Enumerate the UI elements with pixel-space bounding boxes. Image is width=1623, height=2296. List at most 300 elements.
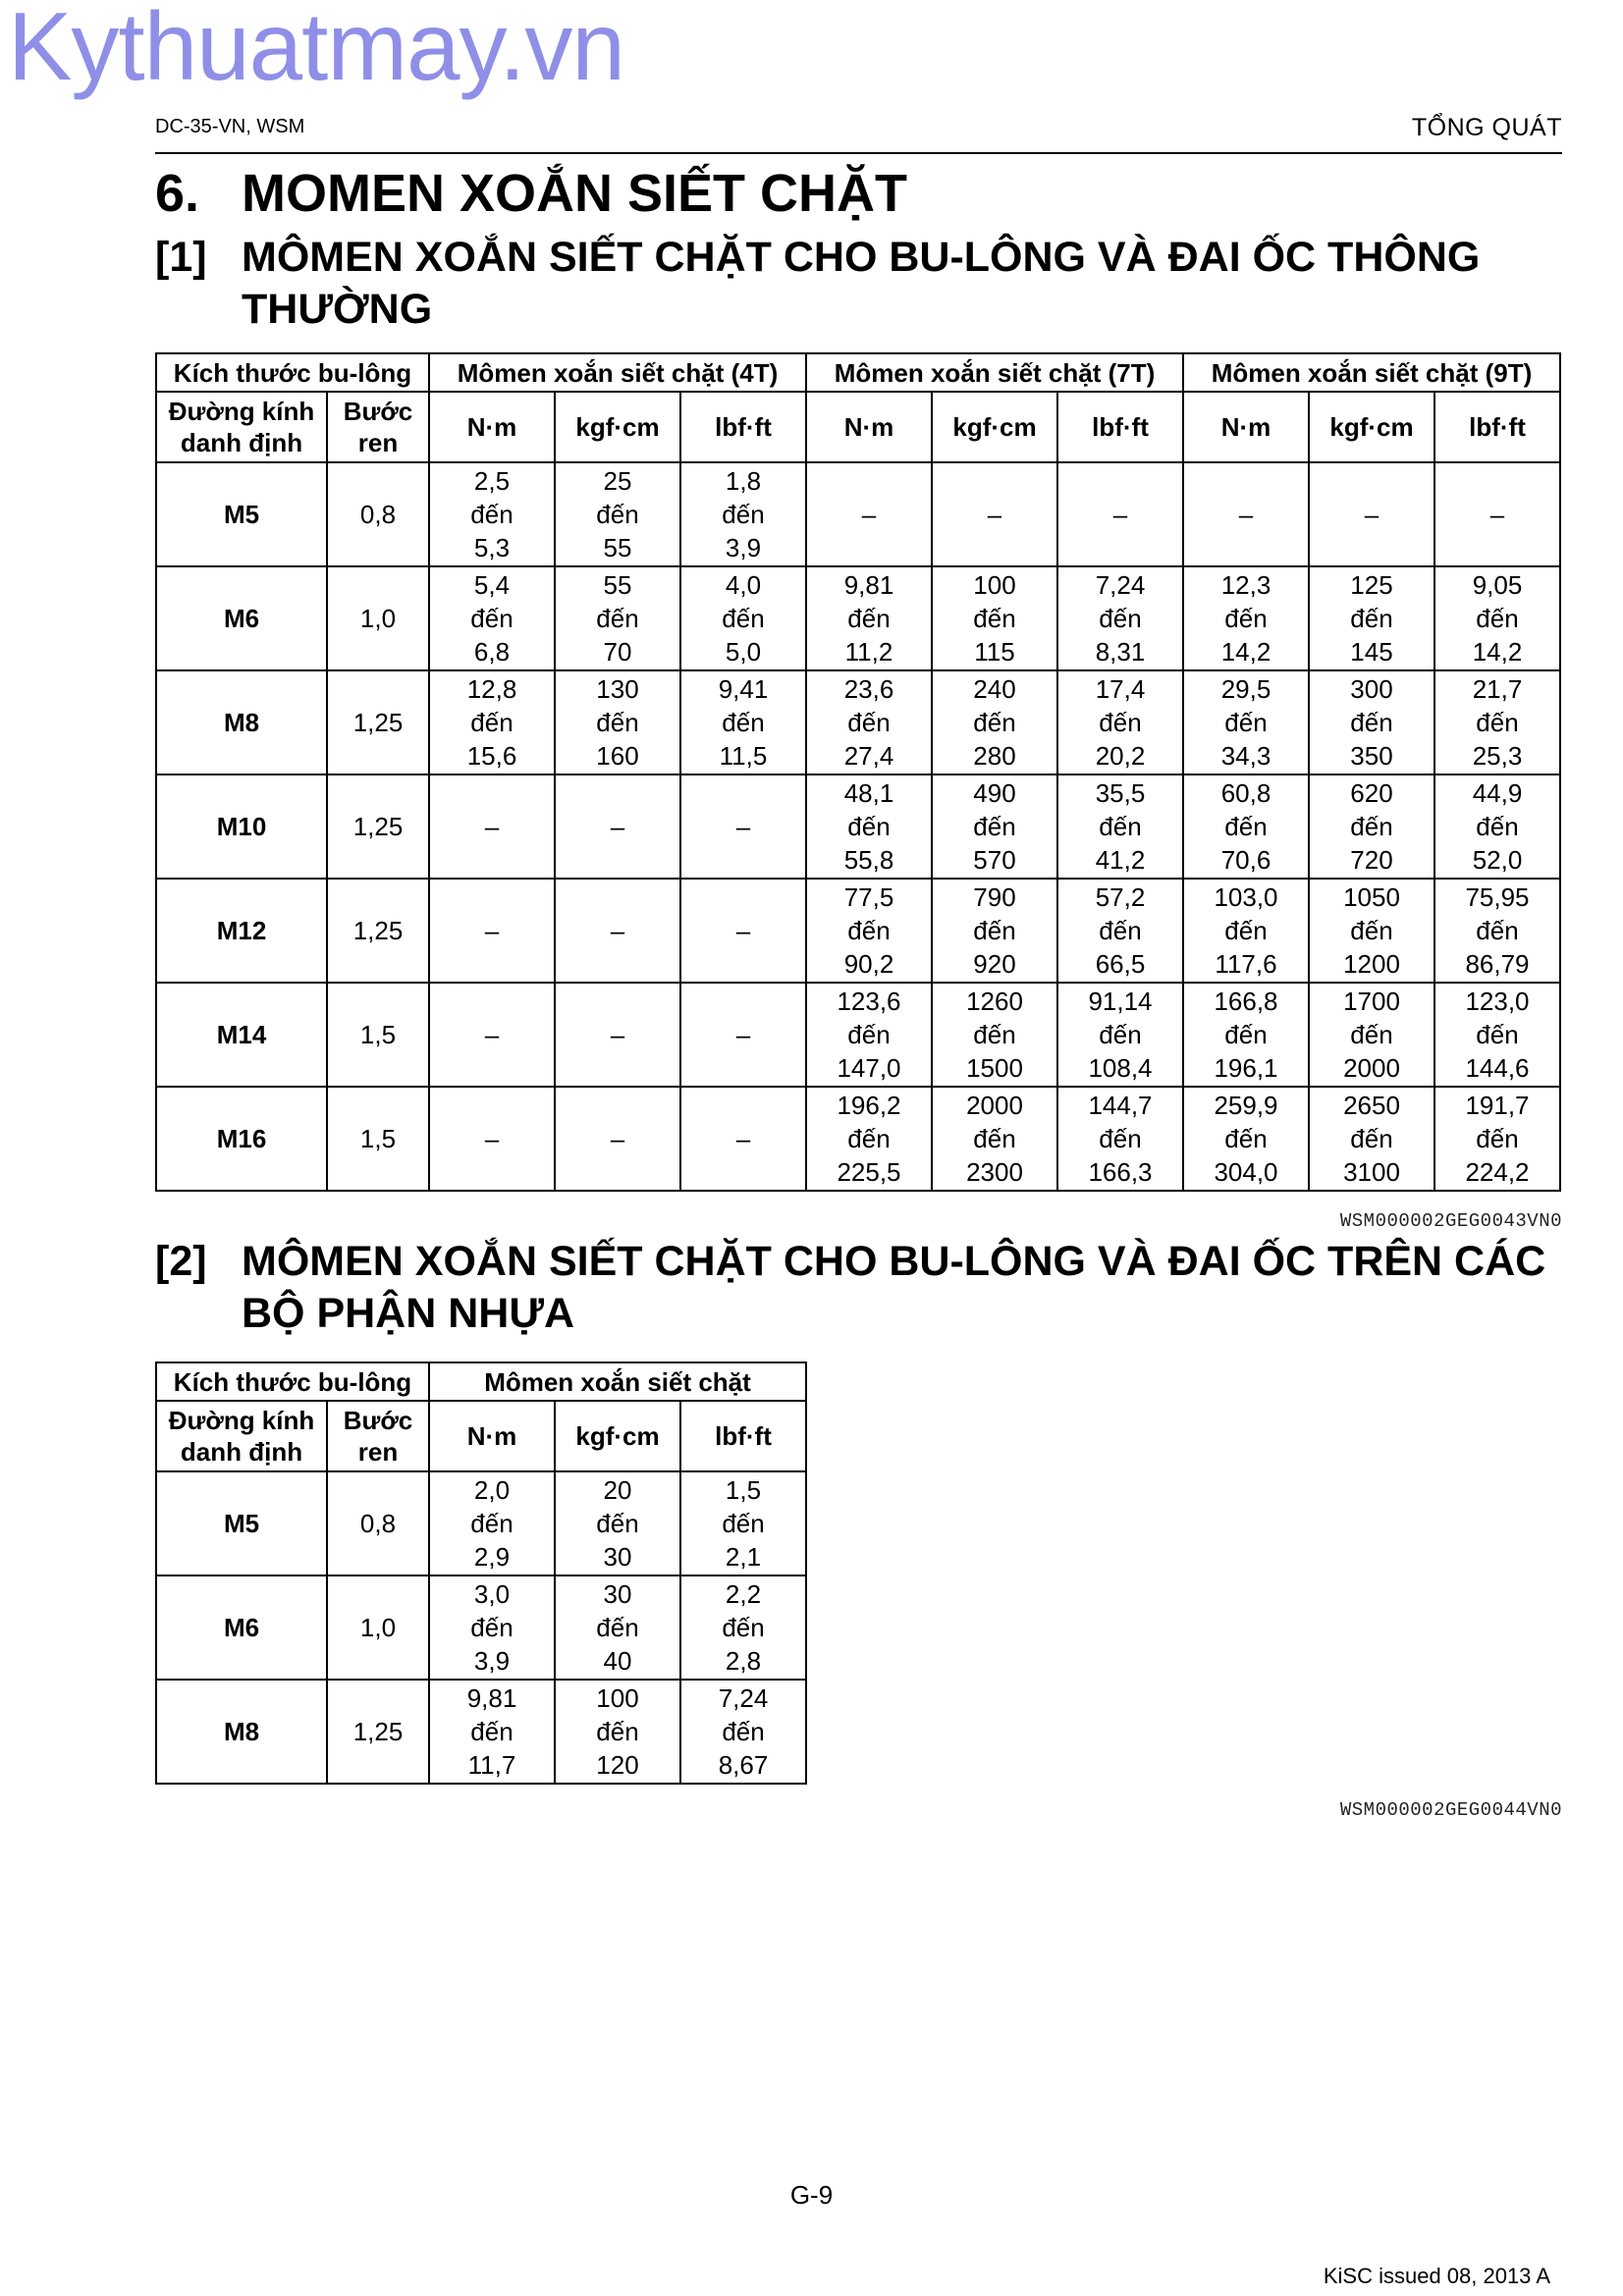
cell-line: 490 [973,778,1016,808]
cell-line: M12 [216,916,267,945]
cell-line: đến [596,708,639,737]
col-header-nm: N·m [429,1401,555,1471]
cell-line: 14,2 [1220,637,1271,667]
cell-line: 8,67 [718,1750,769,1780]
torque-value-cell [429,879,555,983]
torque-value-cell [1434,462,1560,566]
cell-line: đến [1099,708,1142,737]
cell-line: đến [973,708,1016,737]
cell-line: 304,0 [1214,1157,1278,1187]
chapter-title: MOMEN XOẮN SIẾT CHẶT [242,164,908,223]
torque-value-cell [1309,879,1434,983]
cell-line: 259,9 [1214,1091,1278,1120]
cell-line: 2,9 [473,1542,511,1572]
cell-line: đến [1476,708,1519,737]
cell-line: 0,8 [359,1509,397,1538]
bolt-size-cell [156,670,327,774]
cell-line: đến [973,604,1016,633]
cell-line: – [610,1020,625,1049]
torque-table-general [155,352,1561,1192]
cell-line: 5,0 [725,637,762,667]
col-header-diameter: Đường kính danh định [156,392,327,462]
col-header-nm-7t: N·m [806,392,932,462]
table-row [156,566,1560,670]
cell-line: 0,8 [359,500,397,529]
torque-value-cell [806,879,932,983]
thread-pitch-cell [327,1087,429,1191]
cell-line: 570 [973,845,1016,875]
cell-line: 60,8 [1220,778,1271,808]
cell-line: đến [847,708,891,737]
cell-line: 4,0 [725,570,762,600]
cell-line: 123,6 [837,987,901,1016]
cell-line: 1,25 [352,812,404,841]
cell-line: 224,2 [1465,1157,1530,1187]
cell-line: M5 [223,1509,260,1538]
torque-value-cell [429,1471,555,1575]
cell-line: 30 [603,1542,632,1572]
torque-value-cell [680,566,806,670]
cell-line: đến [596,1717,639,1746]
cell-line: M14 [216,1020,267,1049]
chapter-heading [155,163,907,224]
cell-line: đến [1099,604,1142,633]
torque-value-cell [429,566,555,670]
cell-line: 86,79 [1465,949,1530,979]
cell-line: đến [1476,1124,1519,1153]
cell-line: 1,25 [352,708,404,737]
cell-line: 350 [1350,741,1393,771]
torque-value-cell [1309,983,1434,1087]
cell-line: đến [1350,1124,1393,1153]
reference-code-2: WSM000002GEG0044VN0 [1339,1799,1562,1821]
cell-line: 144,6 [1465,1053,1530,1083]
cell-line: 41,2 [1095,845,1146,875]
cell-line: 1,0 [359,604,397,633]
cell-line: 5,4 [473,570,511,600]
bolt-size-cell [156,774,327,879]
cell-line: đến [596,1613,639,1642]
cell-line: 25,3 [1472,741,1523,771]
cell-line: – [735,812,751,841]
table-row [156,462,1560,566]
cell-line: 20,2 [1095,741,1146,771]
table-row [156,983,1560,1087]
cell-line: – [484,1020,500,1049]
col-header-lbfft-7t: lbf·ft [1057,392,1183,462]
cell-line: 2300 [966,1157,1023,1187]
cell-line: 790 [973,882,1016,912]
cell-line: 1,5 [725,1475,762,1505]
cell-line: đến [1476,812,1519,841]
col-header-diameter: Đường kính danh định [156,1401,327,1471]
cell-line: 2000 [966,1091,1023,1120]
cell-line: đến [1224,1124,1268,1153]
torque-value-cell [555,983,680,1087]
cell-line: – [484,1124,500,1153]
cell-line: 7,24 [718,1683,769,1713]
bolt-size-cell [156,983,327,1087]
header-section-title: TỔNG QUÁT [1411,114,1562,141]
torque-value-cell [1434,670,1560,774]
page-number: G-9 [789,2180,834,2210]
cell-line: 1,25 [352,916,404,945]
cell-line: 8,31 [1095,637,1146,667]
torque-value-cell [1434,566,1560,670]
col-header-nm-9t: N·m [1183,392,1309,462]
cell-line: đến [847,916,891,945]
torque-value-cell [680,1087,806,1191]
cell-line: 145 [1350,637,1393,667]
cell-line: 12,3 [1220,570,1271,600]
col-header-kgfcm-4t: kgf·cm [555,392,680,462]
cell-line: 70,6 [1220,845,1271,875]
cell-line: 1500 [966,1053,1023,1083]
cell-line: 2,1 [725,1542,762,1572]
cell-line: M16 [216,1124,267,1153]
torque-value-cell [932,774,1057,879]
cell-line: 25 [603,466,632,496]
torque-value-cell [429,983,555,1087]
thread-pitch-cell [327,1471,429,1575]
cell-line: – [735,916,751,945]
cell-line: – [1364,500,1380,529]
cell-line: 48,1 [843,778,894,808]
cell-line: 300 [1350,674,1393,704]
torque-value-cell [806,462,932,566]
cell-line: đến [722,708,765,737]
torque-value-cell [1309,1087,1434,1191]
cell-line: 11,7 [467,1750,516,1780]
torque-value-cell [429,1087,555,1191]
bolt-size-cell [156,1575,327,1680]
thread-pitch-cell [327,462,429,566]
cell-line: 191,7 [1465,1091,1530,1120]
torque-value-cell [806,983,932,1087]
torque-value-cell [1183,462,1309,566]
cell-line: đến [847,1124,891,1153]
cell-line: – [610,1124,625,1153]
cell-line: đến [1224,812,1268,841]
torque-value-cell [555,1471,680,1575]
cell-line: đến [1224,916,1268,945]
chapter-number: 6. [155,164,200,223]
cell-line: 9,05 [1472,570,1523,600]
cell-line: 11,2 [844,637,893,667]
cell-line: 1,5 [359,1020,397,1049]
torque-value-cell [680,774,806,879]
torque-value-cell [1309,566,1434,670]
table-body [156,1471,806,1784]
torque-value-cell [429,462,555,566]
torque-value-cell [555,462,680,566]
torque-value-cell [680,462,806,566]
cell-line: 75,95 [1465,882,1530,912]
cell-line: 66,5 [1095,949,1146,979]
cell-line: đến [973,916,1016,945]
thread-pitch-cell [327,1680,429,1784]
cell-line: 100 [973,570,1016,600]
table-row [156,1680,806,1784]
torque-value-cell [1434,774,1560,879]
cell-line: 1,8 [725,466,762,496]
cell-line: 720 [1350,845,1393,875]
table-row [156,670,1560,774]
cell-line: 23,6 [843,674,894,704]
cell-line: đến [722,604,765,633]
table-row [156,774,1560,879]
bolt-size-cell [156,566,327,670]
cell-line: 30 [603,1579,632,1609]
cell-line: 166,3 [1088,1157,1153,1187]
group-header-torque-9t: Mômen xoắn siết chặt (9T) [1183,353,1560,392]
cell-line: 40 [603,1646,632,1676]
cell-line: đến [470,500,514,529]
cell-line: đến [973,1020,1016,1049]
torque-value-cell [806,566,932,670]
cell-line: 1260 [966,987,1023,1016]
cell-line: đến [722,1717,765,1746]
torque-value-cell [1183,983,1309,1087]
cell-line: 11,5 [719,741,768,771]
group-header-torque: Mômen xoắn siết chặt [429,1362,806,1401]
torque-value-cell [555,1575,680,1680]
table-row [156,1471,806,1575]
cell-line: đến [1476,604,1519,633]
cell-line: 3100 [1343,1157,1400,1187]
cell-line: 9,41 [718,674,769,704]
reference-code-1: WSM000002GEG0043VN0 [1339,1210,1562,1232]
col-header-pitch: Bước ren [327,392,429,462]
cell-line: – [1112,500,1128,529]
torque-value-cell [1434,1087,1560,1191]
cell-line: 55 [603,570,632,600]
table-row [156,1087,1560,1191]
table-row [156,879,1560,983]
cell-line: – [484,812,500,841]
cell-line: 9,81 [843,570,894,600]
torque-value-cell [932,670,1057,774]
cell-line: 2,8 [725,1646,762,1676]
cell-line: 27,4 [843,741,894,771]
cell-line: 620 [1350,778,1393,808]
cell-line: đến [1099,916,1142,945]
cell-line: 2,2 [725,1579,762,1609]
cell-line: đến [1350,812,1393,841]
cell-line: đến [1350,708,1393,737]
cell-line: đến [470,604,514,633]
torque-value-cell [555,670,680,774]
thread-pitch-cell [327,774,429,879]
cell-line: 196,1 [1214,1053,1278,1083]
cell-line: 9,81 [466,1683,517,1713]
cell-line: 1050 [1343,882,1400,912]
cell-line: đến [596,500,639,529]
cell-line: – [1489,500,1505,529]
cell-line: đến [1099,1124,1142,1153]
torque-value-cell [1309,462,1434,566]
cell-line: 17,4 [1095,674,1146,704]
cell-line: 3,9 [473,1646,511,1676]
cell-line: – [735,1124,751,1153]
cell-line: đến [722,1613,765,1642]
cell-line: đến [1099,812,1142,841]
cell-line: – [610,812,625,841]
cell-line: 3,9 [725,533,762,562]
section-number-1: [1] [155,234,207,281]
torque-value-cell [429,1680,555,1784]
torque-value-cell [1183,1087,1309,1191]
cell-line: 77,5 [843,882,894,912]
cell-line: 108,4 [1088,1053,1153,1083]
cell-line: 2000 [1343,1053,1400,1083]
col-header-lbfft-4t: lbf·ft [680,392,806,462]
header-rule [155,152,1562,154]
cell-line: 120 [596,1750,639,1780]
cell-line: đến [470,708,514,737]
cell-line: M5 [223,500,260,529]
cell-line: 6,8 [473,637,511,667]
col-header-nm-4t: N·m [429,392,555,462]
cell-line: 144,7 [1088,1091,1153,1120]
cell-line: M8 [223,708,260,737]
cell-line: đến [1476,1020,1519,1049]
cell-line: 920 [973,949,1016,979]
header-manual-code: DC-35-VN, WSM [155,116,305,137]
torque-value-cell [680,1575,806,1680]
torque-value-cell [1434,983,1560,1087]
cell-line: 123,0 [1465,987,1530,1016]
cell-line: 2,5 [473,466,511,496]
cell-line: – [610,916,625,945]
cell-line: 3,0 [473,1579,511,1609]
group-header-torque-7t: Mômen xoắn siết chặt (7T) [806,353,1183,392]
torque-value-cell [429,774,555,879]
cell-line: M10 [216,812,267,841]
cell-line: 125 [1350,570,1393,600]
torque-value-cell [1309,670,1434,774]
cell-line: 160 [596,741,639,771]
cell-line: 166,8 [1214,987,1278,1016]
torque-value-cell [1183,670,1309,774]
cell-line: 2,0 [473,1475,511,1505]
torque-value-cell [1434,879,1560,983]
cell-line: 44,9 [1472,778,1523,808]
cell-line: đến [596,604,639,633]
cell-line: 35,5 [1095,778,1146,808]
torque-value-cell [932,566,1057,670]
torque-value-cell [1183,879,1309,983]
cell-line: 1,25 [352,1717,404,1746]
watermark: Kythuatmay.vn [8,0,624,100]
cell-line: – [1238,500,1254,529]
cell-line: 57,2 [1095,882,1146,912]
cell-line: đến [847,1020,891,1049]
table-row [156,1575,806,1680]
cell-line: 21,7 [1472,674,1523,704]
bolt-size-cell [156,1471,327,1575]
section-title-2: MÔMEN XOẮN SIẾT CHẶT CHO BU-LÔNG VÀ ĐAI ỐC TRÊN CÁC BỘ PHẬN NHỰA [242,1238,1546,1337]
cell-line: đến [596,1509,639,1538]
cell-line: đến [847,812,891,841]
col-header-kgfcm: kgf·cm [555,1401,680,1471]
cell-line: đến [1099,1020,1142,1049]
torque-value-cell [555,1087,680,1191]
torque-value-cell [806,670,932,774]
cell-line: đến [1350,916,1393,945]
torque-value-cell [806,774,932,879]
bolt-size-cell [156,1680,327,1784]
torque-table-plastic [155,1362,807,1785]
cell-line: 52,0 [1472,845,1523,875]
torque-value-cell [429,1575,555,1680]
thread-pitch-cell [327,879,429,983]
torque-value-cell [680,983,806,1087]
col-header-lbfft: lbf·ft [680,1401,806,1471]
bolt-size-cell [156,879,327,983]
torque-value-cell [680,1471,806,1575]
cell-line: 196,2 [837,1091,901,1120]
cell-line: đến [1350,1020,1393,1049]
torque-value-cell [1057,1087,1183,1191]
cell-line: 7,24 [1095,570,1146,600]
cell-line: 103,0 [1214,882,1278,912]
torque-value-cell [1183,566,1309,670]
cell-line: 240 [973,674,1016,704]
cell-line: 55 [603,533,632,562]
thread-pitch-cell [327,983,429,1087]
cell-line: 55,8 [843,845,894,875]
cell-line: 130 [596,674,639,704]
cell-line: 12,8 [466,674,517,704]
group-header-torque-4t: Mômen xoắn siết chặt (4T) [429,353,806,392]
cell-line: 147,0 [837,1053,901,1083]
cell-line: 14,2 [1472,637,1523,667]
torque-value-cell [932,983,1057,1087]
cell-line: 1200 [1343,949,1400,979]
thread-pitch-cell [327,1575,429,1680]
torque-value-cell [1309,774,1434,879]
torque-value-cell [555,774,680,879]
torque-value-cell [932,462,1057,566]
cell-line: 2650 [1343,1091,1400,1120]
torque-value-cell [680,670,806,774]
cell-line: 20 [603,1475,632,1505]
footer-issue: KiSC issued 08, 2013 A [1323,2264,1550,2288]
col-header-lbfft-9t: lbf·ft [1434,392,1560,462]
cell-line: 117,6 [1215,949,1277,979]
thread-pitch-cell [327,670,429,774]
table-body [156,462,1560,1191]
cell-line: đến [847,604,891,633]
cell-line: 1,0 [359,1613,397,1642]
torque-value-cell [1057,566,1183,670]
torque-value-cell [555,566,680,670]
cell-line: đến [973,812,1016,841]
cell-line: 225,5 [837,1157,901,1187]
cell-line: M6 [223,1613,260,1642]
cell-line: đến [1224,708,1268,737]
col-header-kgfcm-7t: kgf·cm [932,392,1057,462]
bolt-size-cell [156,1087,327,1191]
cell-line: M8 [223,1717,260,1746]
cell-line: 1,5 [359,1124,397,1153]
cell-line: 34,3 [1220,741,1271,771]
torque-value-cell [680,879,806,983]
cell-line: – [484,916,500,945]
cell-line: 90,2 [843,949,894,979]
cell-line: đến [470,1613,514,1642]
